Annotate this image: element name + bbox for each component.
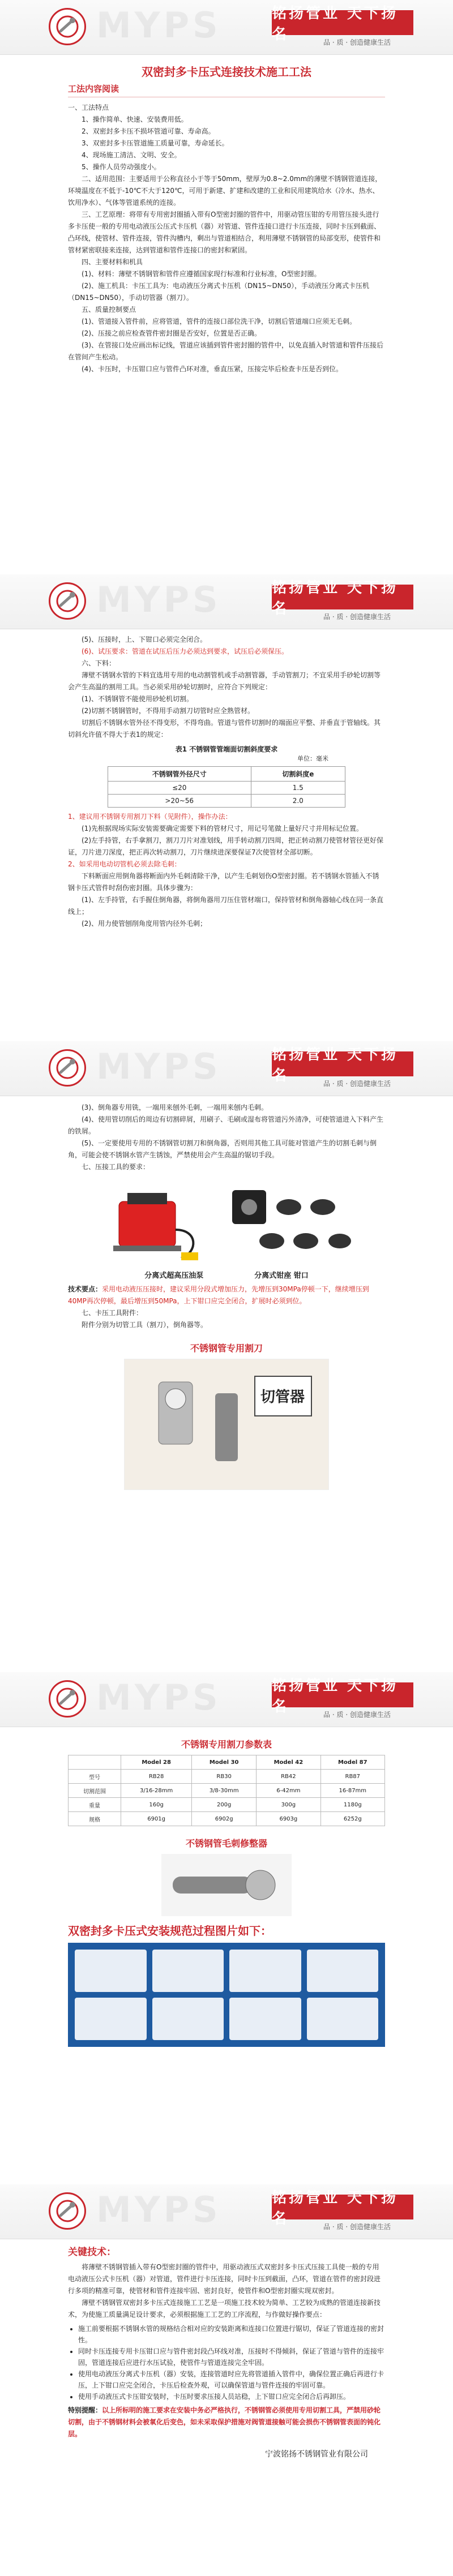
tech-tip	[68, 1283, 385, 1307]
sec3-para: 三、工艺原理：将带有专用密封圈插入带有O型密封圈的管件中，用驱动管压钳的专用管压接头进行多卡压使一般的专用电动液压公压式卡压机（器）对管道、管件连接口进行卡压连接，同时卡压到截面、凸环线，使管材、管件连接，管件沟槽内，剩出与管道相结合，利用薄壁不锈钢管的局部变形，使管件和管材紧密联接来连接，达到管道和管件连接口的密封和紧固。	[68, 211, 381, 254]
page-section-3	[0, 1041, 453, 1490]
read-title: 工法内容阅读	[68, 83, 385, 97]
cutter-title: 不锈钢管专用割刀	[190, 1343, 263, 1354]
table1-unit: 单位：毫米	[297, 755, 328, 762]
install-step-image	[75, 1950, 147, 1992]
table-row	[108, 795, 345, 808]
sec1-item: 5、操作人员劳动强度小。	[82, 163, 161, 171]
table-cell: 重量	[69, 1798, 121, 1812]
slogan: 铭扬管业 天下扬名	[272, 2189, 399, 2227]
sec8-item: (1)、左手持管，右手握住倒角器，将倒角器用刀压住管材端口，保持管材和倒角器轴心线在同一条直线上；	[68, 896, 384, 916]
tech-tip-label: 技术要点：	[68, 1285, 102, 1293]
crimp-dies-image	[226, 1179, 357, 1264]
sec8-item: (2)、用力使管刨削角度用管内径外毛刺；	[82, 920, 207, 928]
install-step-image	[152, 1950, 224, 1992]
sec6-heading: 六、下料：	[82, 659, 116, 667]
table-cell: 3/16-28mm	[121, 1784, 192, 1798]
sec5-item: (2)、压接之前应检查管件密封圈是否安好，位置是否正确。	[82, 329, 262, 337]
table-cell: 200g	[192, 1798, 257, 1812]
table-cell: 型号	[69, 1770, 121, 1784]
table-cell: >20~56	[108, 795, 251, 808]
watermark: MYPS	[96, 5, 221, 46]
sec4-item: (2)、施工机具：卡压工具为：电动液压分离式卡压机（DN15~DN50），手动液压分离式卡压机（DN15~DN50），手动切管器（割刀）。	[68, 282, 370, 302]
table-cell: 16-87mm	[320, 1784, 384, 1798]
deburr-tool-image	[161, 1854, 292, 1916]
install-step-image	[75, 1998, 147, 2040]
sec8-more: (3)、倒角器专用铣，一端用来刨外毛刺，一端用来刨内毛刺。	[82, 1104, 268, 1111]
table1-header: 不锈钢管外径尺寸	[108, 767, 251, 782]
wrench-icon	[55, 1686, 80, 1711]
sec1-item: 4、现场施工清洁、文明、安全。	[82, 151, 181, 159]
brand-logo	[49, 2192, 86, 2230]
page-section-4	[0, 1672, 453, 2047]
special-text: 以上所标明的施工要求在安装中务必严格执行，不锈钢管必须使用专用切割工具，严禁用砂轮切割，由于不锈钢材料会被氧化后变色，如未采取保护措施对阀管道接触可能会损伤不锈钢管表面的钝化层。	[68, 2406, 381, 2438]
sec2-para: 二、适用范围：主要适用于公称直径小于等于50mm，壁厚为0.8~2.0mm的薄壁不锈钢管道连接，环境温度在不低于-10℃不大于120℃，可用于新建、扩建和改建的工业和民用建筑给水（冷水、热水、饮用净水）、气体等管道系统的连接。	[68, 175, 382, 207]
sec10-heading: 七、卡压工具附件：	[82, 1309, 143, 1317]
model-header: Model 87	[320, 1755, 384, 1770]
sec8-more: (5)、一定要使用专用的不锈钢管切割刀和倒角器，否则用其他工具可能对管道产生的切割毛刺与倒角，可能会使不锈钢水管产生锈蚀，严禁使用会产生高温的锯切手段。	[68, 1139, 377, 1159]
sec6-para: 薄壁不锈钢水管的下料宜选用专用的电动割管机或手动割管器，手动管割刀；不宜采用手砂轮切割等会产生高温的割用工具。当必须采用砂轮切割时，应符合下列规定：	[68, 671, 381, 691]
page-section-2	[0, 574, 453, 930]
key-para: 薄壁不锈钢管双密封多卡压式连接施工工艺是一项施工技术较为简单、工艺较为成熟的管道连接新技术，为使施工质量满足设计要求，必须根据施工工艺的工序流程，与作做好操作要点：	[68, 2299, 381, 2319]
sec10-para: 附件分别为切管工具（割刀），倒角器等。	[82, 1321, 208, 1329]
install-step-image	[152, 1998, 224, 2040]
install-step-image	[229, 1950, 301, 1992]
install-step-image	[229, 1998, 301, 2040]
table-row	[69, 1798, 385, 1812]
install-step-image	[307, 1998, 379, 2040]
key-title: 关键技术：	[68, 2247, 116, 2258]
table-cell: ≤20	[108, 782, 251, 795]
list-item: • 同时卡压连接专用卡压钳口应与管件密封段凸环线对准，压接时不得倾斜，保证了管道与管件的连接牢固，管道连接后应进行水压试验，使管件与管道连接完全牢固。	[78, 2346, 385, 2368]
sub-slogan: 品 · 质 · 创造健康生活	[323, 2223, 391, 2231]
sec1-item: 3、双密封多卡压管道施工质量可靠，寿命延长。	[82, 139, 229, 147]
brand-logo	[49, 1680, 86, 1718]
slogan: 铭扬管业 天下扬名	[272, 1677, 399, 1715]
caption-pump: 分离式超高压油泵	[144, 1272, 204, 1280]
key-para: 将薄壁不锈钢管插入带有O型密封圈的管件中，用驱动液压式双密封多卡压式压接工具使一般的专用电动液压公式卡压机（器）对管道，管件进行卡压连接，同时卡压到截面，凸环，管道在管件的密封段进行多项的精准可靠，使管材和管件连接牢固、密封良好，使管件和O型密封圈实现双密封。	[68, 2263, 381, 2295]
table-cell: RB28	[121, 1770, 192, 1784]
install-step-image	[307, 1950, 379, 1992]
sec4-item: (1)、材料：薄壁不锈钢管和管件应遵循国家现行标准和行业标准，O型密封圈。	[82, 270, 321, 278]
sub-slogan: 品 · 质 · 创造健康生活	[323, 1080, 391, 1088]
install-steps	[68, 1943, 385, 2047]
sub-slogan: 品 · 质 · 创造健康生活	[323, 613, 391, 621]
page-section-5	[0, 2184, 453, 2459]
table1	[108, 766, 345, 808]
sub-slogan: 品 · 质 · 创造健康生活	[323, 1711, 391, 1719]
sec4-heading: 四、主要材料和机具	[82, 258, 143, 266]
slogan: 铭扬管业 天下扬名	[272, 1046, 399, 1084]
watermark: MYPS	[96, 2189, 221, 2230]
sec5-more: (5)、压接时，上、下钳口必须完全闭合。	[82, 636, 207, 643]
sec8-heading: 2、如采用电动切管机必须去除毛刺：	[68, 860, 181, 868]
model-table	[68, 1755, 385, 1826]
sec5-heading: 五、质量控制要点	[82, 306, 136, 314]
tool-images	[0, 1179, 453, 1264]
list-item: • 施工前要根据不锈钢水管的规格结合相对应的安装距离和连接口位置进行锯切，保证了管道连接的密封性。	[78, 2323, 385, 2346]
caption-dies: 分离式钳座 钳口	[254, 1272, 309, 1280]
table-cell: 6901g	[121, 1812, 192, 1826]
special-note	[68, 2405, 385, 2440]
model-header: Model 30	[192, 1755, 257, 1770]
table1-header: 切割斜度e	[251, 767, 345, 782]
sec7-heading: 1、建议用不锈钢专用割刀下料（见附件），操作办法：	[68, 813, 232, 821]
sec1-item: 1、操作简单、快速、安装费用低。	[82, 115, 188, 123]
table-cell: 160g	[121, 1798, 192, 1812]
table-cell: 2.0	[251, 795, 345, 808]
list-item: • 使用电动液压分离式卡压机（器）安装，连接管道时应先将管道插入管件中，确保位置正确后再进行卡压，上下钳口应完全闭合，卡压后检查外观，可以确保管道与管件连接的牢固可靠。	[78, 2368, 385, 2391]
sec7-item: (2)左手持管，右手拿割刀，割刀刀片对准划线，用手转动割刀四周，把正转动割刀使管材管径更好保证，刀片进刀深度，把正再次转动割刀，刀片继续进深要保证7次使管材全部切断。	[68, 836, 384, 856]
table-cell: 切割范围	[69, 1784, 121, 1798]
sec8-more: (4)、使用管切削后的周边有切割碎屑，用刷子、毛刷或湿布将管道污外清净，可使管道进入下料产生的铁屑。	[68, 1115, 384, 1135]
watermark: MYPS	[96, 579, 221, 620]
slogan: 铭扬管业 天下扬名	[272, 579, 399, 617]
table-cell: 6902g	[192, 1812, 257, 1826]
sub-slogan: 品 · 质 · 创造健康生活	[323, 38, 391, 46]
slogan: 铭扬管业 天下扬名	[272, 5, 399, 43]
table-row	[69, 1770, 385, 1784]
sec5-item: (1)、管道接入管件前，应将管道，管件的连接口部位洗干净，切割后管道端口应须无毛刺。	[82, 317, 357, 325]
sec7-item: (1)先根据现场实际安装需要确定需要下料的管材尺寸，用记号笔做上量好尺寸并用标记位置。	[82, 825, 364, 832]
sec1-item: 2、双密封多卡压不损坏管道可靠、寿命高。	[82, 127, 215, 135]
special-label: 特别提醒：	[68, 2406, 102, 2414]
image-captions	[0, 1269, 453, 1280]
sec9-heading: 七、压接工具的要求：	[82, 1163, 150, 1171]
table-cell: RB30	[192, 1770, 257, 1784]
company-name: 宁波铭扬不锈钢管业有限公司	[265, 2450, 368, 2459]
model-header	[69, 1755, 121, 1770]
wrench-icon	[55, 1055, 80, 1080]
sec6-item: 切割后不锈钢水管外径不得变形，不得弯曲。管道与管件切割时的端面应平整、并垂直于管轴线。其切斜允许值不得大于表1的规定：	[68, 719, 381, 739]
table-cell: 1180g	[320, 1798, 384, 1812]
wrench-icon	[55, 2199, 80, 2223]
sec5-item: (3)、在管接口处应画出标记线，管道应该插到管件密封圈的管件中，以免直插入时管道和管件压接后在管间产生松动。	[68, 341, 384, 361]
model-header: Model 28	[121, 1755, 192, 1770]
table-cell: 3/8-30mm	[192, 1784, 257, 1798]
hydraulic-pump-image	[96, 1179, 210, 1264]
watermark: MYPS	[96, 1677, 221, 1718]
model-header: Model 42	[257, 1755, 320, 1770]
wrench-icon	[55, 589, 80, 613]
brand-logo	[49, 8, 86, 45]
header-banner	[0, 0, 453, 55]
sec5-item: (4)、卡压时，卡压钳口应与管件凸环对准，垂直压紧，压接完毕后检查卡压是否到位。	[82, 365, 343, 373]
article-title: 双密封多卡压式连接技术施工工法	[142, 65, 311, 79]
table-cell: 300g	[257, 1798, 320, 1812]
sec5-more: (6)、试压要求：管道在试压后压力必须达到要求，试压后必须保压。	[82, 647, 289, 655]
model-title: 不锈钢专用割刀参数表	[181, 1739, 272, 1750]
tech-tip-text: 采用电动液压压接时，建议采用分段式增加压力，先增压到30MPa停顿一下，继续增压到40MP再次停顿，最后增压到50MPa，上下钳口应完全闭合，扩展时必须到位。	[68, 1285, 369, 1305]
table-cell: 6252g	[320, 1812, 384, 1826]
list-item: • 使用手动液压式卡压钳安装时，卡压时要求压接人员站稳，上下钳口应完全闭合后再卸压。	[78, 2391, 385, 2402]
install-title: 双密封多卡压式安装规范过程图片如下：	[68, 1924, 272, 1938]
header-banner	[0, 1041, 453, 1096]
header-banner	[0, 1672, 453, 1727]
table1-caption: 表1 不锈钢管管端面切割斜度要求	[175, 745, 278, 753]
table-row	[108, 782, 345, 795]
header-banner	[0, 2184, 453, 2239]
sec6-item: (1)、不锈钢管不能使用砂轮机切割。	[82, 695, 193, 703]
brand-logo	[49, 582, 86, 620]
table-cell: 6-42mm	[257, 1784, 320, 1798]
cutter-label: 切管器	[260, 1389, 305, 1406]
table-cell: 1.5	[251, 782, 345, 795]
header-banner	[0, 574, 453, 629]
table-cell: 规格	[69, 1812, 121, 1826]
table-cell: 6903g	[257, 1812, 320, 1826]
watermark: MYPS	[96, 1046, 221, 1087]
sec6-item: (2)切割不锈钢管时，不得用手动割刀切管时应全熟管材。	[82, 707, 255, 715]
cutter-image	[124, 1359, 329, 1490]
table-cell: RB87	[320, 1770, 384, 1784]
page-section-1	[0, 0, 453, 375]
table-row	[69, 1812, 385, 1826]
deburr-title: 不锈钢管毛刺修整器	[185, 1838, 267, 1849]
sec1-heading: 一、工法特点	[68, 104, 109, 111]
table-cell: RB42	[257, 1770, 320, 1784]
table-row	[69, 1784, 385, 1798]
sec8-para: 下料断面应用倒角器将断面内外毛刺清除干净，以产生毛刺划伤O型密封圈。若不锈钢水管插入不锈钢卡压式管件时刮伤密封圈。具体步骤为：	[68, 872, 379, 892]
brand-logo	[49, 1049, 86, 1087]
wrench-icon	[55, 14, 80, 39]
key-bullets	[68, 2323, 385, 2402]
